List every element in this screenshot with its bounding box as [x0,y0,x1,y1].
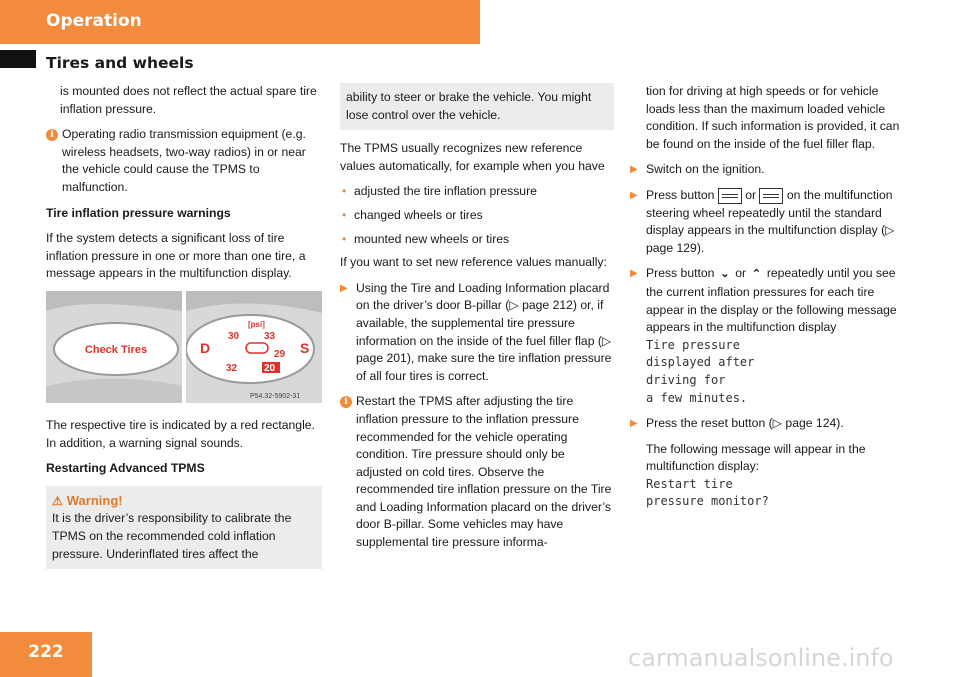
step-text-b: repeatedly until you see the current inflation pressures for each tire appear in the display or the following message appears in the multifunction display [646,266,897,335]
heading-restart: Restarting Advanced TPMS [46,461,205,476]
bullet-text-2: changed wheels or tires [354,207,483,222]
pressure-rear-left: 32 [226,362,238,374]
step-ignition [630,161,910,179]
para-continued: tion for driving at high speeds or for vehicle loads less than the maximum loaded vehicle condition. If such information is provided, it can be found on the inside of the fuel filler flap. [646,84,900,151]
step-arrow-icon: ▶ [340,282,348,294]
display-button-next-icon [759,188,783,204]
para-recognizes: The TPMS usually recognizes new reference values automatically, for example when you have [340,141,605,173]
bullet-item [340,207,614,225]
instrument-cluster-figure [46,291,322,403]
figure-ref: P54.32-5902-31 [250,392,301,400]
pressure-front-right: 33 [264,330,276,342]
step-text: Press the reset button (▷ page 124). [646,416,844,431]
chapter-title: Operation [46,11,142,31]
para-manual: If you want to set new reference values manually: [340,255,607,270]
step-arrow-icon: ▶ [630,189,638,201]
chapter-tab [0,0,480,44]
pressure-front-left: 30 [228,330,240,342]
column-3 [630,83,910,518]
warning-box-continued: ability to steer or brake the vehicle. You might lose control over the vehicle. [340,83,614,130]
intro-text: is mounted does not reflect the actual spare tire inflation pressure. [60,84,317,116]
step-text: Switch on the ignition. [646,162,765,177]
chevron-up-icon: ⌃ [751,268,762,281]
display-button-prev-icon [718,188,742,204]
step-text-a: Press button [646,187,715,202]
bullet-icon: • [342,184,347,199]
warning-box [46,486,322,569]
bullet-icon: • [342,207,347,222]
warning-title-text: Warning! [66,492,123,508]
warning-triangle-icon: ⚠ [52,493,63,508]
cluster-left-panel [46,291,182,403]
para-warnings: If the system detects a significant loss of tire inflation pressure in one or more than one tire, a message appears in the multifunction display. [46,231,306,281]
pressure-low: 20 [264,362,276,374]
bullet-item [340,231,614,249]
watermark: carmanualsonline.info [628,644,894,672]
section-marker [0,50,36,68]
or-text: or [735,266,747,281]
step-check-pressure [340,280,614,386]
info-text-2: Restart the TPMS after adjusting the tire inflation pressure to the inflation pressure recommended for the vehicle operating condition. Tire pressure should only be adjusted on cold tires. Observe the recommended tire inflation pressure on the Tire and Loading Information placard on the driver’s door B-pillar. Some vehicles may have supplemental tire pressure informa- [356,394,612,550]
info-note-2 [340,393,614,551]
letter-d: D [200,339,211,356]
step-press-display-buttons [630,187,910,257]
page-number-box [0,632,92,677]
step-arrow-icon: ▶ [630,268,638,280]
display-message-2: Restart tire pressure monitor? [646,476,769,508]
check-tires-display [46,291,182,403]
bullet-text-3: mounted new wheels or tires [354,231,510,246]
para-rectangle: The respective tire is indicated by a red rectangle. In addition, a warning signal sounds. [46,417,315,450]
step-arrow-icon: ▶ [630,418,638,430]
tire-pressure-display [186,291,322,403]
psi-unit: [psi] [248,319,265,329]
check-tires-label: Check Tires [84,343,148,356]
section-title: Tires and wheels [46,54,194,72]
bullet-item [340,183,614,201]
step-text-b: on the multifunction steering wheel repeatedly until the standard display appears in the multifunction display (▷ page 129). [646,187,895,255]
step-text-a: Press button [646,266,715,281]
step-reset [630,415,910,433]
info-note-1 [46,126,322,196]
column-2 [340,83,614,560]
letter-s: S [300,339,310,356]
display-message-1: Tire pressure displayed after driving for a few minutes. [646,337,755,405]
para-following-message: The following message will appear in the multifunction display: [646,441,866,474]
bullet-icon: • [342,231,347,246]
info-icon: i [340,396,352,408]
page-number: 222 [28,642,64,662]
bullet-text-1: adjusted the tire inflation pressure [354,184,537,199]
step-arrow-icon: ▶ [630,164,638,176]
warning-text: It is the driver’s responsibility to calibrate the TPMS on the recommended cold inflation pressure. Underinflated tires affect the [52,511,292,561]
warning-title [52,492,316,511]
step-text: Using the Tire and Loading Information placard on the driver’s door B-pillar (▷ page 212) or, if available, the supplemental tire pressure information on the inside of the fuel filler flap (▷ page 201), make sure the tire inflation pressure of all four tires is correct. [356,280,612,383]
info-icon: i [46,129,58,141]
pressure-rear-right-top: 29 [274,348,286,360]
info-text-1: Operating radio transmission equipment (e.g. wireless headsets, two-way radios) in or near the vehicle could cause the TPMS to malfunction. [62,127,306,194]
heading-warnings: Tire inflation pressure warnings [46,205,231,220]
cluster-right-panel [186,291,322,403]
column-1 [46,83,322,569]
chevron-down-icon: ⌄ [720,268,730,281]
step-press-scroll-buttons [630,265,910,407]
or-text: or [745,187,757,202]
